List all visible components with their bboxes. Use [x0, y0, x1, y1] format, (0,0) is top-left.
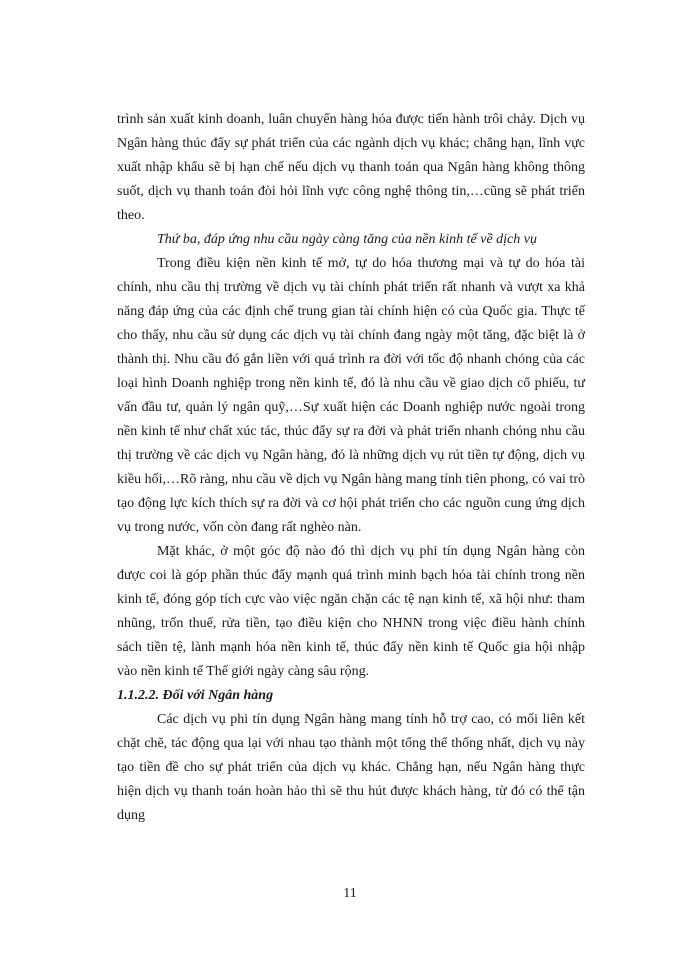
paragraph-transparency: Mặt khác, ở một góc độ nào đó thì dịch vụ phi tín dụng Ngân hàng còn được coi là góp phần thúc đẩy mạnh quá trình minh bạch hóa tài chính trong nền kinh tế, đóng góp tích cực vào việc ngăn chặn các tệ nạn kinh tế, xã hội như: tham nhũng, trốn thuế, rửa tiền, tạo điều kiện cho NHNN trong việc điều hành chính sách tiền tệ, lành mạnh hóa nền kinh tế, thúc đẩy nền kinh tế Quốc gia hội nhập vào nền kinh tế Thế giới ngày càng sâu rộng. — [117, 544, 585, 679]
section-heading-for-banks: 1.1.2.2. Đối với Ngân hàng — [117, 688, 274, 703]
paragraph-market-demand: Trong điều kiện nền kinh tế mở, tự do hóa thương mại và tự do hóa tài chính, nhu cầu thị trường về dịch vụ tài chính phát triển rất nhanh và vượt xa khả năng đáp ứng của các định chế trung gian tài chính hiện có của Quốc gia. Thực tế cho thấy, nhu cầu sử dụng các dịch vụ tài chính đang ngày một tăng, đặc biệt là ở thành thị. Nhu cầu đó gắn liền với quá trình ra đời với tốc độ nhanh chóng của các loại hình Doanh nghiệp trong nền kinh tế, đó là nhu cầu về giao dịch cổ phiếu, tư vấn đầu tư, quản lý ngân quỹ,…Sự xuất hiện các Doanh nghiệp nước ngoài trong nền kinh tế như chất xúc tác, thúc đẩy sự ra đời và phát triển nhanh chóng nhu cầu thị trường về các dịch vụ Ngân hàng, đó là những dịch vụ rút tiền tự động, dịch vụ kiều hối,…Rõ ràng, nhu cầu về dịch vụ Ngân hàng mang tính tiên phong, có vai trò tạo động lực kích thích sự ra đời và cơ hội phát triển cho các nguồn cung ứng dịch vụ trong nước, vốn còn đang rất nghèo nàn. — [117, 256, 585, 535]
page-number: 11 — [343, 886, 357, 901]
body-text — [117, 108, 585, 828]
paragraph-continuation: trình sản xuất kinh doanh, luân chuyển hàng hóa được tiến hành trôi chảy. Dịch vụ Ngân hàng thúc đẩy sự phát triển của các ngành dịch vụ khác; chẳng hạn, lĩnh vực xuất nhập khẩu sẽ bị hạn chế nếu dịch vụ thanh toán qua Ngân hàng không thông suốt, dịch vụ thanh toán đòi hỏi lĩnh vực công nghệ thông tin,…cũng sẽ phát triển theo. — [117, 112, 585, 223]
subheading-third-point: Thứ ba, đáp ứng nhu cầu ngày càng tăng của nền kinh tế về dịch vụ — [157, 232, 537, 247]
paragraph-support-services: Các dịch vụ phi tín dụng Ngân hàng mang tính hỗ trợ cao, có mối liên kết chặt chẽ, tác động qua lại với nhau tạo thành một tổng thể thống nhất, dịch vụ này tạo tiền đề cho sự phát triển của dịch vụ khác. Chẳng hạn, nếu Ngân hàng thực hiện dịch vụ thanh toán hoàn hảo thì sẽ thu hút được khách hàng, từ đó có thể tận dụng — [117, 712, 585, 823]
